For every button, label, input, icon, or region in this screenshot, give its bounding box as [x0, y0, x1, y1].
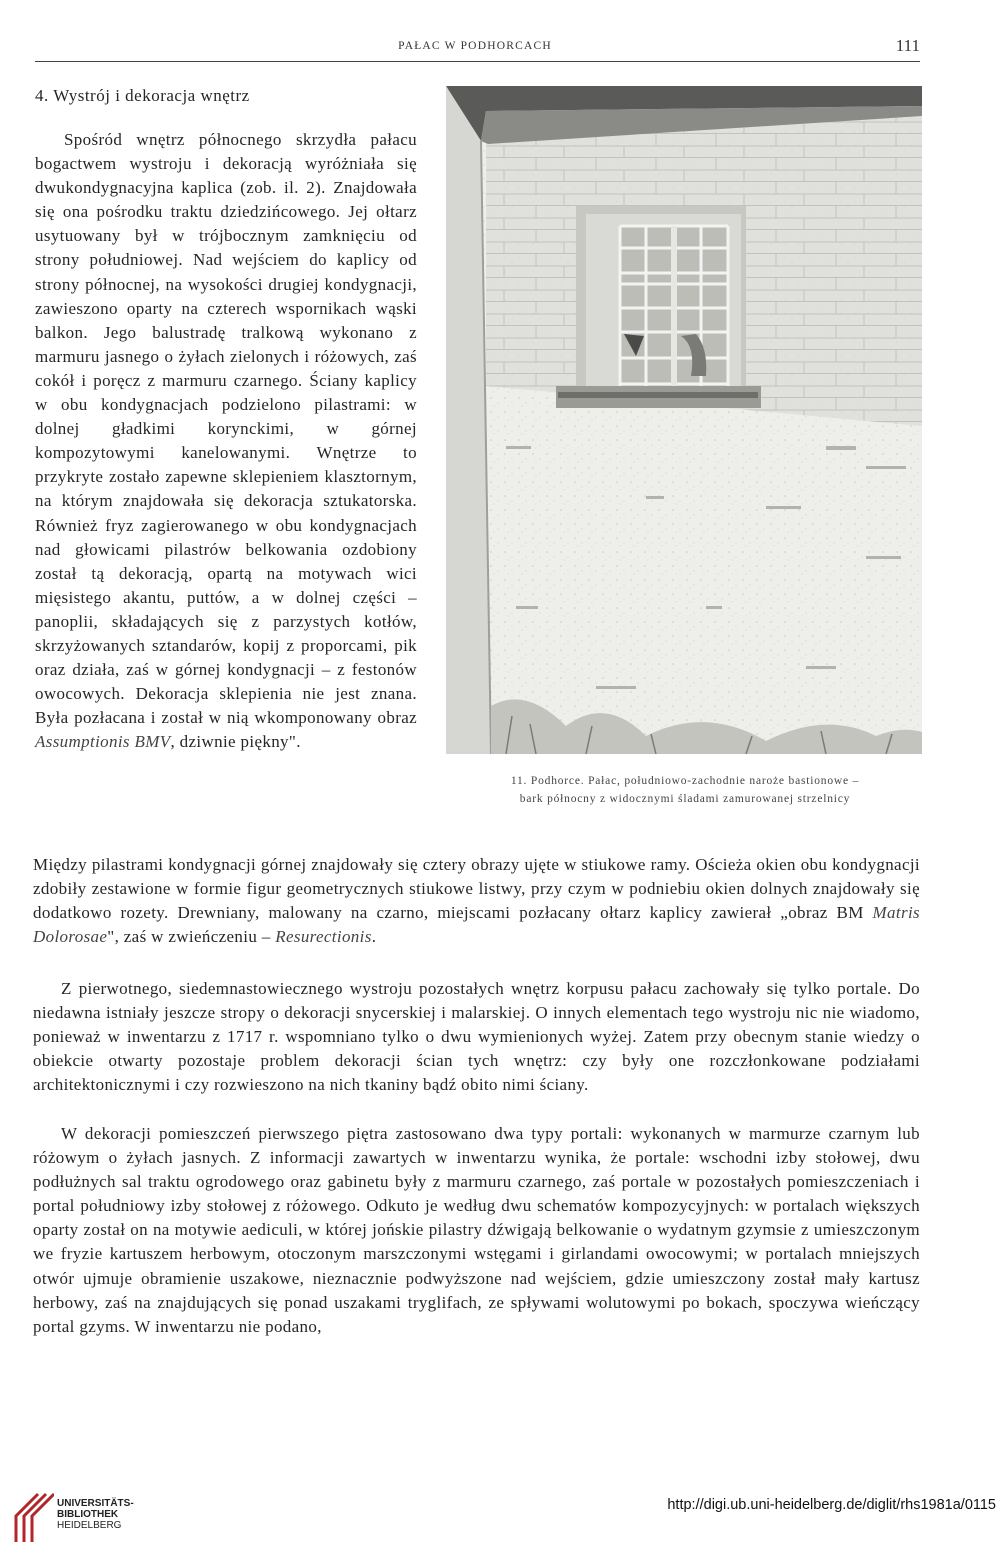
library-name: [57, 1498, 134, 1531]
library-name-line: UNIVERSITÄTS-: [57, 1498, 134, 1509]
paragraph-chapel-continued: [33, 853, 920, 949]
italic-title: Matris Dolorosae: [33, 903, 920, 947]
paragraph-text: Między pilastrami kondygnacji górnej znajdowały się cztery obrazy ujęte w stiukowe ramy. Ościeża okien obu kondygnacji zdobiły zestawione w formie figur geometrycznych stiukowe listwy, przy czym w podniebiu okien dolnych znajdowały się dodatkowo rozety. Drewniany, malowany na czarno, miejscami pozłacany ołtarz kaplicy zawierał „obraz BM: [33, 855, 920, 923]
paragraph-text: ", zaś w zwieńczeniu –: [107, 927, 276, 947]
page-number: 111: [895, 36, 920, 55]
italic-title: Assumptionis BMV: [35, 732, 171, 752]
paragraph-text: .: [371, 927, 377, 947]
caption-line: 11. Podhorce. Pałac, południowo-zachodnie naroże bastionowe –: [510, 775, 860, 787]
library-name-line: HEIDELBERG: [57, 1520, 122, 1531]
section-heading: 4. Wystrój i dekoracja wnętrz: [35, 86, 250, 105]
figure-caption: [440, 772, 930, 808]
caption-line: bark północny z widocznymi śladami zamurowanej strzelnicy: [519, 793, 851, 805]
paragraph-text: , dziwnie piękny".: [170, 732, 301, 752]
university-library-logo-icon: [10, 1492, 54, 1544]
paragraph-chapel-left: [35, 128, 417, 754]
library-name-line: BIBLIOTHEK: [57, 1509, 119, 1520]
italic-title: Resurectionis: [275, 927, 372, 947]
paragraph-portals-intro: Z pierwotnego, siedemnastowiecznego wystroju pozostałych wnętrz korpusu pałacu zachowały się tylko portale. Do niedawna istniały jeszcze stropy o dekoracji snycerskiej i malarskiej. O innych elementach tego wystroju nic nie wiadomo, ponieważ w inwentarzu z 1717 r. wspomniano tylko o dwu wymienionych wyżej. Zatem przy obecnym stanie wiedzy o obiekcie otwarty pozostaje problem dekoracji ścian tych wnętrz: czy były one rozczłonkowane podziałami architektonicznymi i czy rozwieszono na nich tkaniny bądź obito nimi ściany.: [33, 979, 920, 1095]
paragraph-text: Spośród wnętrz północnego skrzydła pałacu bogactwem wystroju i dekoracją wyróżniała się dwukondygnacyjna kaplica (zob. il. 2). Znajdowała się ona pośrodku traktu dziedzińcowego. Jej ołtarz usytuowany był w trójbocznym zamknięciu od strony południowej. Nad wejściem do kaplicy od strony północnej, na wysokości drugiej kondygnacji, zawieszono oparty na czterech wspornikach wąski balkon. Jego balustradę tralkową wykonano z marmuru jasnego o żyłach zielonych i różowych, zaś cokół i poręcz z marmuru czarnego. Ściany kaplicy w obu kondygnacjach podzielono pilastrami: w dolnej gładkimi korynckimi, w górnej kompozytowymi kanelowanymi. Wnętrze to przykryte zostało zapewne sklepieniem klasztornym, na którym znajdowała się dekoracja sztukatorska. Również fryz zagierowanego w obu kondygnacjach nad głowicami pilastrów belkowania ozdobiony został tą dekoracją, opartą na motywach wici mięsistego akantu, puttów, a w dolnej części – panoplii, składających się z parzystych kotłów, skrzyżowanych sztandarów, kopij z proporcami, pik oraz działa, zaś w górnej kondygnacji – z festonów owocowych. Dekoracja sklepienia nie jest znana. Była pozłacana i został w nią wkomponowany obraz: [35, 130, 417, 728]
header-rule: [35, 61, 920, 62]
paragraph-portals-detail: W dekoracji pomieszczeń pierwszego piętra zastosowano dwa typy portali: wykonanych w marmurze czarnym lub różowym o żyłach jasnych. Z informacji zawartych w inwentarzu wynika, że portale: wschodni izby stołowej, dwu podłużnych sal traktu ogrodowego oraz gabinetu były z marmuru czarnego, zaś portale w pozostałych pomieszczeniach i portal południowy izby stołowej z różowego. Odkuto je według dwu schematów kompozycyjnych: w portalach większych oparty został on na motywie aediculi, w której jońskie pilastry dźwigają belkowanie o wydatnym gzymsie z umieszczonym we fryzie kartuszem herbowym, otoczonym marszczonymi wstęgami i girlandami owocowymi; w portalach mniejszych otwór ujmuje obramienie uszakowe, nieznacznie podwyższone nad wejściem, gdzie umieszczony został mały kartusz herbowy, zaś na znajdujących się ponad uszakami tryglifach, ze spływami wolutowymi po bokach, spoczywa wieńczący portal gzyms. W inwentarzu nie podano,: [33, 1124, 920, 1336]
photograph-bastion-wall: [446, 86, 922, 754]
running-header-title: PAŁAC W PODHORCACH: [398, 40, 552, 52]
source-url-link[interactable]: http://digi.ub.uni-heidelberg.de/diglit/rhs1981a/0115: [667, 1497, 996, 1513]
